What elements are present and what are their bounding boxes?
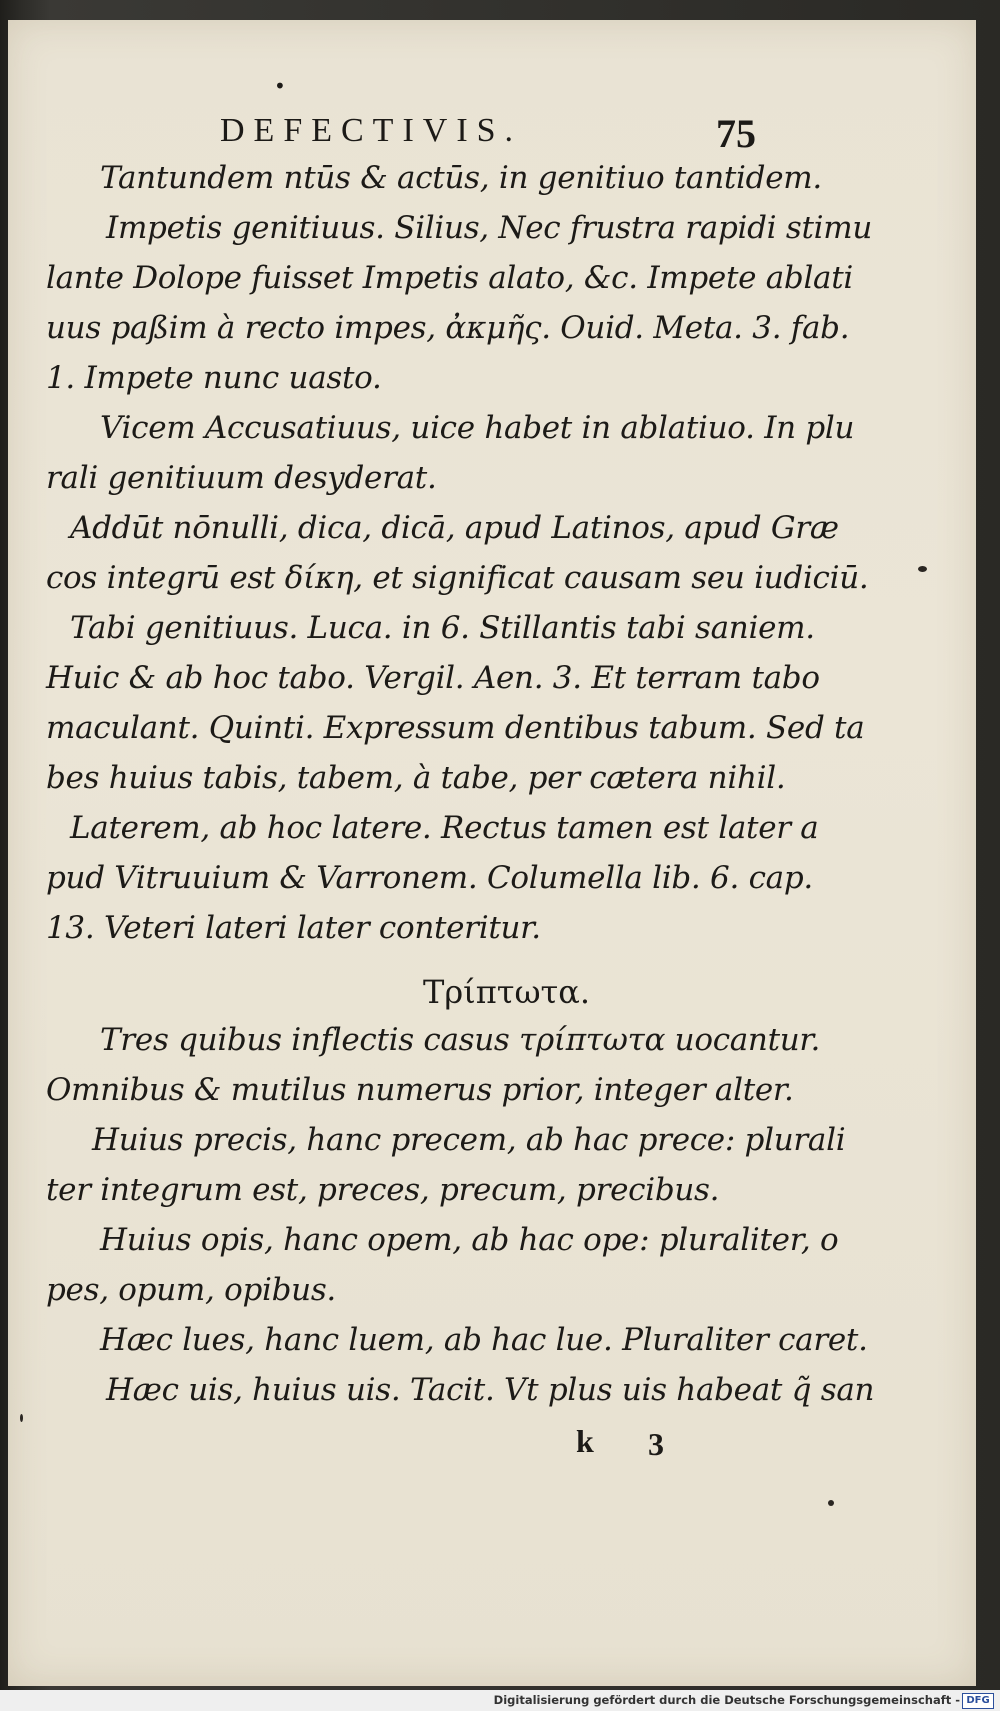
text-line-24: Hæc uis, huius uis. Tacit. Vt plus uis habeat q̃ san	[106, 1372, 875, 1408]
text-line-7: rali genitiuum desyderat.	[46, 460, 437, 496]
text-line-10: Tabi genitiuus. Luca. in 6. Stillantis tabi saniem.	[70, 610, 815, 646]
text-line-12: maculant. Quinti. Expressum dentibus tabum. Sed ta	[46, 710, 865, 746]
text-line-22: pes, opum, opibus.	[46, 1272, 336, 1308]
signature-mark: k	[576, 1423, 594, 1459]
ornament-mark: •	[274, 74, 286, 98]
text-line-8: Addūt nōnulli, dica, dicā, apud Latinos, apud Græ	[70, 510, 839, 546]
text-line-20: ter integrum est, preces, precum, precibus.	[46, 1172, 720, 1208]
text-line-13: bes huius tabis, tabem, à tabe, per cætera nihil.	[46, 760, 786, 796]
funding-credit: Digitalisierung gefördert durch die Deutsche Forschungsgemeinschaft -	[493, 1693, 960, 1707]
text-line-18: Omnibus & mutilus numerus prior, integer alter.	[46, 1072, 794, 1108]
text-line-6: Vicem Accusatiuus, uice habet in ablatiuo. In plu	[100, 410, 855, 446]
text-line-19: Huius precis, hanc precem, ab hac prece: plurali	[92, 1122, 846, 1158]
text-line-5: 1. Impete nunc uasto.	[46, 360, 382, 396]
text-line-21: Huius opis, hanc opem, ab hac ope: pluraliter, o	[100, 1222, 839, 1258]
ink-speck	[918, 566, 927, 572]
section-heading: Τρίπτωτα.	[423, 973, 591, 1011]
text-line-14: Laterem, ab hoc latere. Rectus tamen est later a	[70, 810, 819, 846]
text-line-2: Impetis genitiuus. Silius, Nec frustra rapidi stimu	[106, 210, 872, 246]
text-line-23: Hæc lues, hanc luem, ab hac lue. Pluraliter caret.	[100, 1322, 868, 1358]
text-line-16: 13. Veteri lateri later conteritur.	[46, 910, 541, 946]
text-line-17: Tres quibus inflectis casus τρίπτωτα uocantur.	[100, 1022, 821, 1058]
ink-speck	[20, 1414, 23, 1422]
text-line-4: uus paßim à recto impes, ἀκμῆς. Ouid. Meta. 3. fab.	[46, 310, 850, 346]
text-line-15: pud Vitruuium & Varronem. Columella lib. 6. cap.	[46, 860, 813, 896]
dfg-logo: DFG	[962, 1693, 994, 1709]
text-line-11: Huic & ab hoc tabo. Vergil. Aen. 3. Et terram tabo	[46, 660, 820, 696]
running-head: DEFECTIVIS.	[220, 112, 523, 149]
text-line-3: lante Dolope fuisset Impetis alato, &c. Impete ablati	[46, 260, 854, 296]
ink-speck	[828, 1500, 834, 1506]
page-number: 75	[716, 111, 756, 156]
text-line-1: Tantundem ntūs & actūs, in genitiuo tantidem.	[100, 160, 822, 196]
text-line-9: cos integrū est δίκη, et significat causam seu iudiciū.	[46, 560, 869, 596]
book-page	[8, 20, 976, 1686]
signature-number: 3	[648, 1426, 664, 1462]
